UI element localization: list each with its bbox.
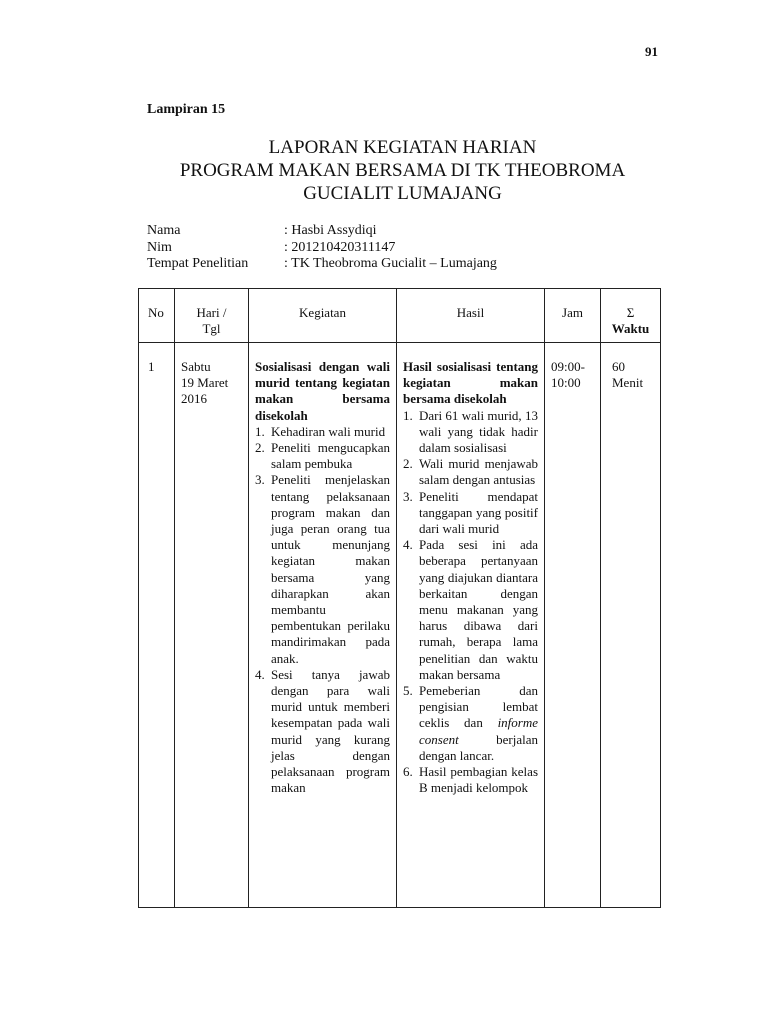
header-hari-line2: Tgl bbox=[202, 321, 221, 337]
row-hari-line1: Sabtu bbox=[181, 359, 211, 374]
jam-line1: 09:00- bbox=[551, 359, 585, 374]
header-waktu-symbol: Σ bbox=[626, 305, 635, 320]
title-line-2: PROGRAM MAKAN BERSAMA DI TK THEOBROMA bbox=[179, 160, 626, 181]
list-item: 3. Peneliti mendapat tanggapan yang positif dari wali murid bbox=[403, 488, 538, 537]
header-hari-line1: Hari / bbox=[196, 305, 227, 320]
row-hari-line3: 2016 bbox=[181, 391, 207, 407]
hasil-content bbox=[403, 359, 538, 907]
list-item: 2. Wali murid menjawab salam dengan antusias bbox=[403, 456, 538, 488]
title-line-3: GUCIALIT LUMAJANG bbox=[303, 183, 502, 204]
waktu-line2: Menit bbox=[612, 375, 644, 391]
nim-value: : 201210420311147 bbox=[284, 239, 396, 255]
list-item: 1. Dari 61 wali murid, 13 wali yang tidak hadir dalam sosialisasi bbox=[403, 407, 538, 456]
appendix-label: Lampiran 15 bbox=[147, 102, 226, 117]
title-line-1: LAPORAN KEGIATAN HARIAN bbox=[268, 137, 537, 158]
activity-report-table bbox=[138, 288, 661, 908]
row-hasil bbox=[397, 343, 545, 908]
header-kegiatan: Kegiatan bbox=[249, 289, 397, 343]
kegiatan-item-1: Kehadiran wali murid bbox=[271, 423, 386, 439]
list-item: 1. Kehadiran wali murid bbox=[255, 424, 390, 440]
nama-label: Nama bbox=[147, 223, 181, 238]
hasil-item-6: Hasil pembagian kelas B menjadi kelompok bbox=[419, 764, 538, 796]
hasil-item-1: Dari 61 wali murid, 13 wali yang tidak hadir dalam sosialisasi bbox=[419, 407, 538, 456]
row-kegiatan bbox=[249, 343, 397, 908]
kegiatan-heading: Sosialisasi dengan wali murid tentang kegiatan makan bersama disekolah bbox=[255, 359, 390, 423]
nim-label: Nim bbox=[147, 239, 172, 255]
header-no: No bbox=[139, 289, 175, 343]
kegiatan-content bbox=[255, 359, 390, 907]
hasil-item-4: Pada sesi ini ada beberapa pertanyaan yang diajukan diantara berkaitan dengan menu makanan yang harus dibawa dari rumah, berapa lama penelitian dan waktu makan bersama bbox=[419, 537, 538, 682]
info-row-nama bbox=[147, 223, 497, 240]
kegiatan-item-3: Peneliti menjelaskan tentang pelaksanaan program makan dan juga peran orang tua untuk menunjang kegiatan makan bersama yang diharapkan akan membantu pembentukan perilaku mandirimakan pada anak. bbox=[271, 472, 390, 666]
list-item: 3. Peneliti menjelaskan tentang pelaksanaan program makan dan juga peran orang tua untuk menunjang kegiatan makan bersama yang diharapkan akan membantu pembentukan perilaku mandirimakan pada anak. bbox=[255, 472, 390, 666]
kegiatan-item-2: Peneliti mengucapkan salam pembuka bbox=[271, 440, 390, 472]
hasil-heading: Hasil sosialisasi tentang kegiatan makan bersama disekolah bbox=[403, 359, 538, 407]
nama-value: : Hasbi Assydiqi bbox=[284, 223, 377, 238]
table-header-row bbox=[139, 289, 661, 343]
hasil-item-3: Peneliti mendapat tanggapan yang positif dari wali murid bbox=[419, 488, 538, 537]
header-hasil: Hasil bbox=[397, 289, 545, 343]
header-hari-tgl bbox=[175, 289, 249, 343]
hasil-item-5-after: berjalan dengan lancar. bbox=[419, 731, 538, 763]
header-jam: Jam bbox=[545, 289, 601, 343]
kegiatan-list bbox=[255, 424, 390, 797]
info-row-nim bbox=[147, 240, 497, 257]
tempat-value: : TK Theobroma Gucialit – Lumajang bbox=[284, 256, 497, 271]
row-jam bbox=[545, 343, 601, 908]
list-item: 4. Pada sesi ini ada beberapa pertanyaan yang diajukan diantara berkaitan dengan menu makanan yang harus dibawa dari rumah, berapa lama penelitian dan waktu makan bersama bbox=[403, 537, 538, 682]
row-hari-line2: 19 Maret bbox=[181, 375, 229, 391]
researcher-info bbox=[147, 223, 497, 273]
jam-line2: 10:00 bbox=[551, 375, 581, 391]
row-hari-tgl bbox=[175, 343, 249, 908]
header-waktu bbox=[601, 289, 661, 343]
waktu-line1: 60 bbox=[612, 359, 625, 374]
kegiatan-item-4: Sesi tanya jawab dengan para wali murid untuk memberi kesempatan pada wali murid yang kurang jelas dengan pelaksanaan program makan bbox=[271, 666, 390, 796]
hasil-item-5 bbox=[419, 683, 538, 764]
hasil-item-2: Wali murid menjawab salam dengan antusias bbox=[419, 456, 538, 488]
hasil-item-5-before: Pemeberian dan pengisian lembat ceklis dan bbox=[419, 683, 538, 731]
hasil-item-5-italic: informe consent bbox=[419, 715, 538, 747]
document-title bbox=[140, 136, 665, 205]
list-item: 5. Pemeberian dan pengisian lembat ceklis dan informe consent berjalan dengan lancar. bbox=[403, 683, 538, 763]
row-no: 1 bbox=[139, 343, 175, 908]
list-item: 2. Peneliti mengucapkan salam pembuka bbox=[255, 440, 390, 472]
header-waktu-label: Waktu bbox=[611, 321, 650, 337]
row-waktu bbox=[601, 343, 661, 908]
page-number: 91 bbox=[645, 44, 658, 59]
tempat-label: Tempat Penelitian bbox=[147, 256, 249, 271]
info-row-tempat bbox=[147, 256, 497, 273]
list-item: 4. Sesi tanya jawab dengan para wali murid untuk memberi kesempatan pada wali murid yang kurang jelas dengan pelaksanaan program makan bbox=[255, 666, 390, 796]
table-row bbox=[139, 343, 661, 908]
hasil-list bbox=[403, 408, 538, 797]
list-item: 6. Hasil pembagian kelas B menjadi kelompok bbox=[403, 764, 538, 796]
